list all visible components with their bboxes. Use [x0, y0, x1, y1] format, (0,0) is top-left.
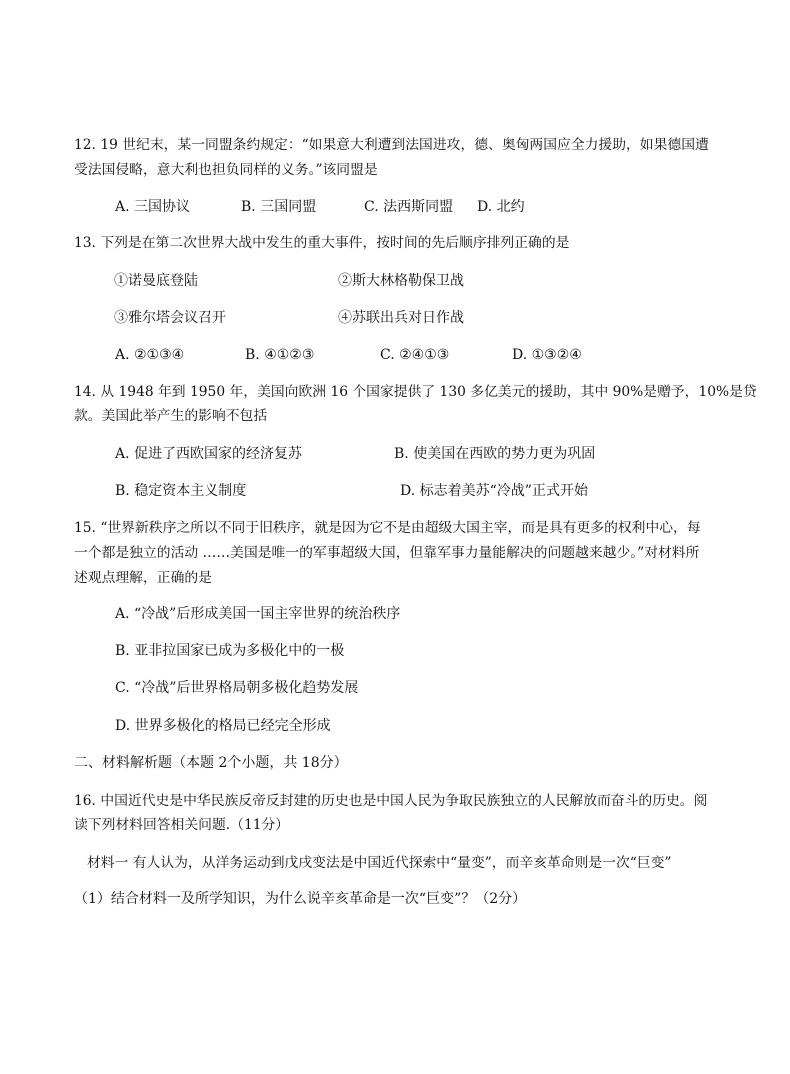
q12-stem-line2: 受法国侵略，意大利也担负同样的义务。”该同盟是	[74, 162, 378, 178]
q13-option-a: A. ②①③④	[115, 347, 185, 363]
q13-stem-line1: 13. 下列是在第二次世界大战中发生的重大事件，按时间的先后顺序排列正确的是	[74, 235, 570, 251]
q13-option-d: D. ①③②④	[512, 347, 582, 363]
q13-option-b: B. ④①②③	[245, 347, 315, 363]
q14-option-d: D. 标志着美苏“冷战”正式开始	[400, 483, 588, 499]
q16-material-1: 材料一 有人认为，从洋务运动到戊戌变法是中国近代探索中“量变”，而辛亥革命则是一次“巨变”	[87, 855, 672, 871]
q13-event-4: ④苏联出兵对日作战	[338, 310, 464, 326]
q15-option-b: B. 亚非拉国家已成为多极化中的一极	[115, 643, 345, 659]
q13-event-3: ③雅尔塔会议召开	[114, 310, 226, 326]
q14-stem-line2: 款。美国此举产生的影响不包括	[74, 408, 268, 424]
q16-stem-line1: 16. 中国近代史是中华民族反帝反封建的历史也是中国人民为争取民族独立的人民解放而奋斗的历史。阅	[74, 793, 708, 809]
q14-option-b: B. 使美国在西欧的势力更为巩固	[394, 446, 596, 462]
q12-option-a: A. 三国协议	[115, 199, 191, 215]
q12-option-d: D. 北约	[477, 199, 525, 215]
q15-stem-line2: 一个都是独立的活动 ……美国是唯一的军事超级大国，但靠军事力量能解决的问题越来越少。”对材料所	[74, 545, 700, 561]
q15-option-a: A. “冷战”后形成美国一国主宰世界的统治秩序	[115, 606, 401, 622]
q15-option-c: C. “冷战”后世界格局朝多极化趋势发展	[115, 680, 359, 696]
q12-stem-line1: 12. 19 世纪末，某一同盟条约规定：“如果意大利遭到法国进攻，德、奥匈两国应全力援助，如果德国遭	[74, 137, 709, 153]
q14-stem-line1: 14. 从 1948 年到 1950 年，美国向欧洲 16 个国家提供了 130 多亿美元的援助，其中 90%是赠予，10%是贷	[74, 384, 757, 400]
q16-subquestion-1: （1）结合材料一及所学知识，为什么说辛亥革命是一次“巨变”？（2分）	[74, 891, 527, 907]
q12-option-b: B. 三国同盟	[241, 199, 317, 215]
q14-option-a: A. 促进了西欧国家的经济复苏	[115, 446, 303, 462]
q13-event-1: ①诺曼底登陆	[114, 273, 198, 289]
q14-option-c: B. 稳定资本主义制度	[115, 483, 247, 499]
q12-option-c: C. 法西斯同盟	[364, 199, 454, 215]
q15-stem-line1: 15. “世界新秩序之所以不同于旧秩序，就是因为它不是由超级大国主宰，而是具有更多的权利中心，每	[74, 520, 701, 536]
section-2-heading: 二、材料解析题（本题 2个小题，共 18分）	[74, 755, 348, 771]
q15-option-d: D. 世界多极化的格局已经完全形成	[115, 718, 331, 734]
q16-stem-line2: 读下列材料回答相关问题.（11分）	[74, 817, 290, 833]
q13-event-2: ②斯大林格勒保卫战	[338, 273, 464, 289]
q15-stem-line3: 述观点理解，正确的是	[74, 570, 212, 586]
q13-option-c: C. ②④①③	[380, 347, 450, 363]
